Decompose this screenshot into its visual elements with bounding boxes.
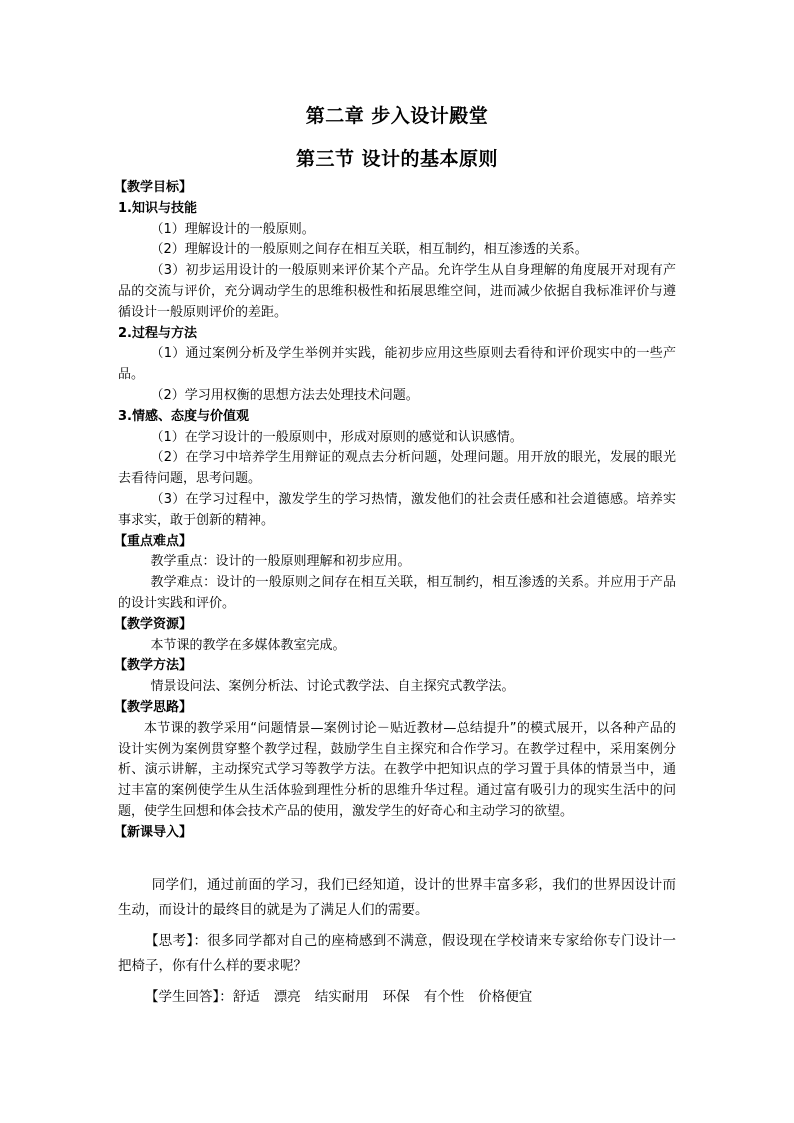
- answer-item: 结实耐用: [314, 989, 369, 1005]
- think-text: ：很多同学都对自己的座椅感到不满意，假设现在学校请来专家给你专门设计一把椅子，你有什么样的要求呢？: [118, 933, 677, 974]
- emotion-item-2: （2）在学习中培养学生用辩证的观点去分析问题，处理问题。用开放的眼光，发展的眼光去看待问题，思考问题。: [118, 450, 676, 487]
- resources-text: 本节课的教学在多媒体教室完成。: [150, 637, 346, 653]
- knowledge-item-1: （1）理解设计的一般原则。: [150, 221, 315, 237]
- answer-item: 价格便宜: [478, 989, 533, 1005]
- methods-text: 情景设问法、案例分析法、讨论式教学法、自主探究式教学法。: [150, 679, 515, 695]
- answer-item: 舒适: [232, 989, 260, 1005]
- key-points-difficulty: 教学难点：设计的一般原则之间存在相互关联，相互制约，相互渗透的关系。并应用于产品的设计实践和评价。: [118, 575, 676, 611]
- answer-item: 环保: [382, 989, 410, 1005]
- resources-heading: 【教学资源】: [114, 616, 193, 632]
- answer-label: 【学生回答】: [145, 989, 220, 1005]
- emotion-item-1: （1）在学习设计的一般原则中，形成对原则的感觉和认识感情。: [150, 429, 523, 445]
- think-label: 【思考】: [145, 933, 194, 949]
- knowledge-item-3: （3）初步运用设计的一般原则来评价某个产品。允许学生从自身理解的角度展开对现有产品的交流与评价，充分调动学生的思维积极性和拓展思维空间，进而减少依据自我标准评价与遵循设计一般原则评价的差距。: [118, 263, 676, 320]
- section-title: 第三节 设计的基本原则: [295, 148, 499, 170]
- answer-item: 漂亮: [273, 989, 301, 1005]
- methods-heading: 【教学方法】: [114, 658, 193, 674]
- intro-text: 同学们，通过前面的学习，我们已经知道，设计的世界丰富多彩，我们的世界因设计而生动，而设计的最终目的就是为了满足人们的需要。: [118, 877, 676, 918]
- knowledge-heading: 1.知识与技能: [118, 200, 197, 216]
- process-item-1: （1）通过案例分析及学生举例并实践，能初步应用这些原则去看待和评价现实中的一些产品。: [118, 346, 676, 383]
- chapter-title: 第二章 步入设计殿堂: [305, 105, 489, 127]
- approach-heading: 【教学思路】: [114, 699, 193, 715]
- approach-text: 本节课的教学采用“问题情景—案例讨论－贴近教材—总结提升”的模式展开，以各种产品的设计实例为案例贯穿整个教学过程，鼓励学生自主探究和合作学习。在教学过程中，采用案例分析、演示讲解，主动探究式学习等教学方法。在教学中把知识点的学习置于具体的情景当中，通过丰富的案例使学生从生活体验到理性分析的思维升华过程。通过富有吸引力的现实生活中的问题，使学生回想和体会技术产品的使用，激发学生的好奇心和主动学习的欲望。: [118, 720, 676, 819]
- goals-heading: 【教学目标】: [114, 180, 193, 195]
- lesson-body: [114, 178, 676, 844]
- process-heading: 2.过程与方法: [118, 325, 197, 341]
- answer-item: 有个性: [423, 989, 465, 1005]
- process-item-2: （2）学习用权衡的思想方法去处理技术问题。: [150, 387, 419, 403]
- knowledge-item-2: （2）理解设计的一般原则之间存在相互关联，相互制约，相互渗透的关系。: [150, 242, 588, 258]
- think-paragraph: [118, 929, 676, 979]
- key-points-focus: 教学重点：设计的一般原则理解和初步应用。: [150, 554, 411, 570]
- intro-heading: 【新课导入】: [114, 824, 193, 840]
- intro-body: [118, 873, 676, 1010]
- emotion-item-3: （3）在学习过程中，激发学生的学习热情，激发他们的社会责任感和社会道德感。培养实事求实，敢于创新的精神。: [118, 491, 676, 528]
- answer-line: 【学生回答】：舒适 漂亮 结实耐用 环保 有个性 价格便宜: [145, 989, 533, 1005]
- emotion-heading: 3.情感、态度与价值观: [118, 408, 249, 424]
- key-points-heading: 【重点难点】: [114, 533, 193, 549]
